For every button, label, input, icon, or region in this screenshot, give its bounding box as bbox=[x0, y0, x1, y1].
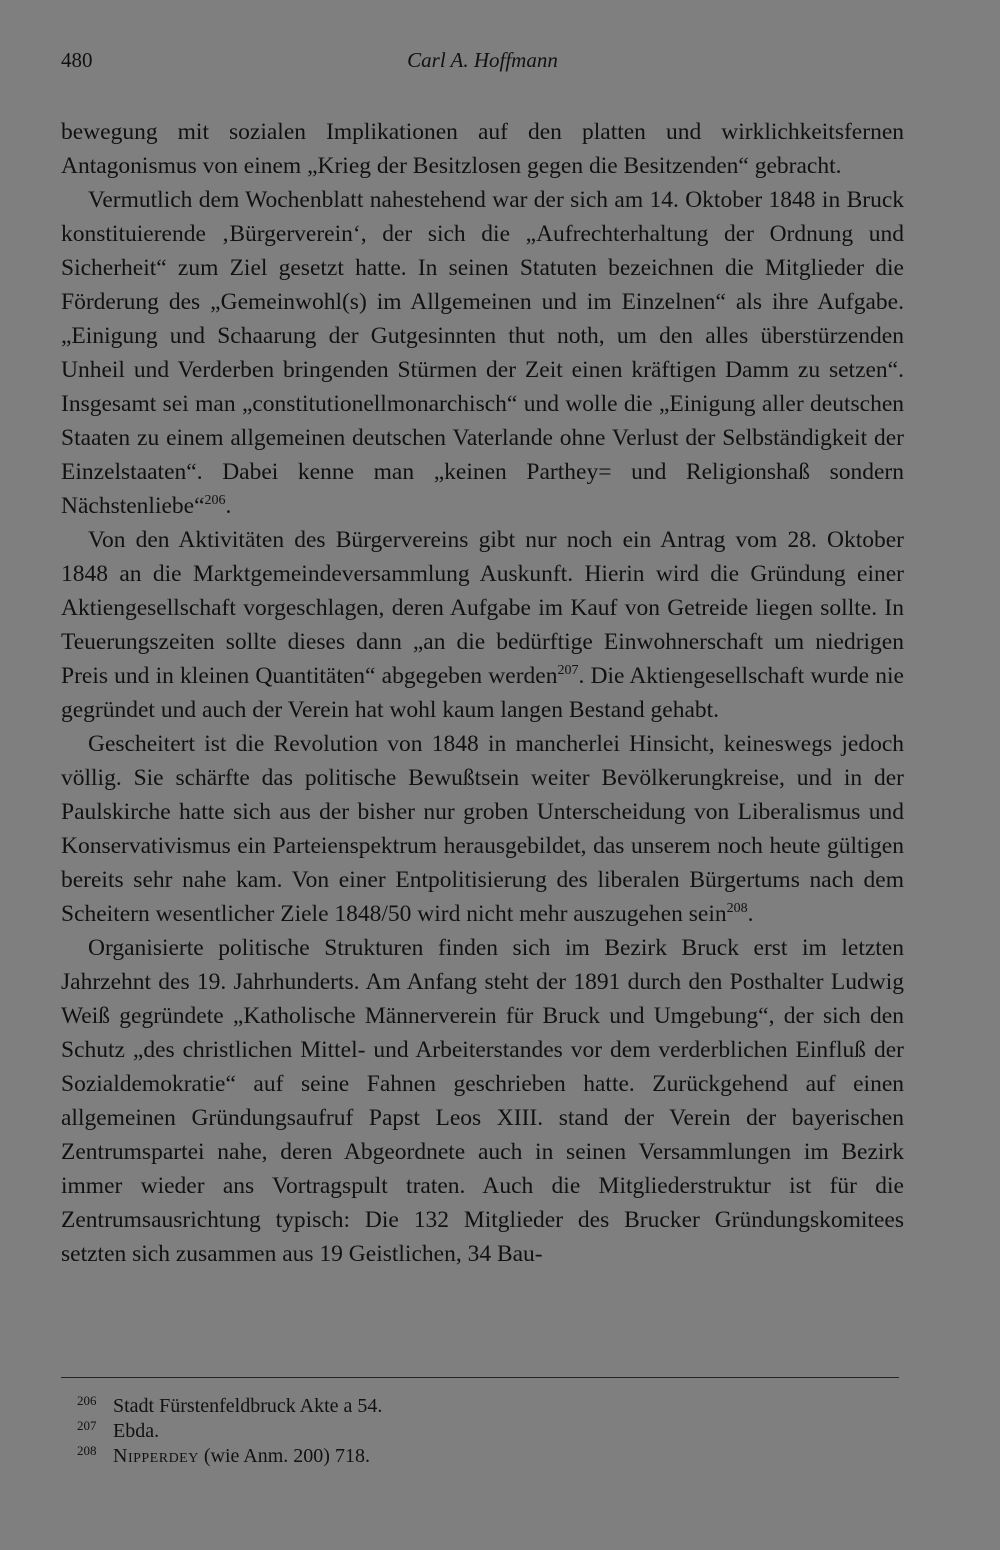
paragraph bbox=[61, 115, 904, 183]
paragraph-text: . Die Aktiengesellschaft wurde nie gegründet und auch der Verein hat wohl kaum langen Bestand gehabt. bbox=[61, 663, 904, 723]
page-header bbox=[61, 42, 904, 78]
footnote-reference[interactable]: 208 bbox=[726, 901, 748, 916]
paragraph-text: Von den Aktivitäten des Bürgervereins gibt nur noch ein Antrag vom 28. Oktober 1848 an die Marktgemeindeversammlung Auskunft. Hierin wird die Gründung einer Aktiengesellschaft vorgeschlagen, deren Aufgabe im Kauf von Getreide liegen sollte. In Teuerungszeiten sollte dieses dann „an die bedürftige Einwohnerschaft um niedrigen Preis und in kleinen Quantitäten“ abgegeben werden bbox=[61, 527, 904, 689]
paragraph bbox=[61, 931, 904, 1271]
footnote-text: Ebda. bbox=[113, 1420, 160, 1442]
footnote-reference[interactable]: 207 bbox=[557, 663, 579, 678]
paragraph bbox=[61, 183, 904, 523]
page-number: 480 bbox=[61, 48, 93, 72]
paragraph-text: Organisierte politische Strukturen finden sich im Bezirk Bruck erst im letzten Jahrzehnt des 19. Jahrhunderts. Am Anfang steht der 1891 durch den Posthalter Ludwig Weiß gegründete „Katholische Männerverein für Bruck und Umgebung“, der sich den Schutz „des christlichen Mittel- und Arbeiterstandes vor dem verderblichen Einfluß der Sozialdemokratie“ auf seine Fahnen geschrieben hatte. Zurückgehend auf einen allgemeinen Gründungsaufruf Papst Leos XIII. stand der Verein der bayerischen Zentrumspartei nahe, deren Abgeordnete auch in seinen Versammlungen im Bezirk immer wieder ans Vortragspult traten. Auch die Mitgliederstruktur ist für die Zentrumsausrichtung typisch: Die 132 Mitglieder des Brucker Gründungskomitees setzten sich zusammen aus 19 Geistlichen, 34 Bau- bbox=[61, 935, 904, 1267]
paragraph-text: . bbox=[747, 901, 754, 927]
paragraph-text: . bbox=[225, 493, 232, 519]
footnote: 206 Stadt Fürstenfeldbruck Akte a 54. bbox=[77, 1393, 383, 1417]
book-page bbox=[61, 42, 904, 1512]
paragraph-text: Gescheitert ist die Revolution von 1848 in mancherlei Hinsicht, keineswegs jedoch völlig. Sie schärfte das politische Bewußtsein weiter Bevölkerungkreise, und in der Paulskirche hatte sich aus der bisher nur groben Unterscheidung von Liberalismus und Konservativismus ein Parteienspektrum herausgebildet, das unserem noch heute gültigen bereits sehr nahe kam. Von einer Entpolitisierung des liberalen Bürgertums nach dem Scheitern wesentlicher Ziele 1848/50 wird nicht mehr auszugehen sein bbox=[61, 731, 904, 927]
footnote: 207 Ebda. bbox=[77, 1418, 160, 1442]
paragraph-text: bewegung mit sozialen Implikationen auf den platten und wirklichkeitsfernen Antagonismus von einem „Krieg der Besitzlosen gegen die Besitzenden“ gebracht. bbox=[61, 119, 904, 179]
footnote: 208 Nipperdey (wie Anm. 200) 718. bbox=[77, 1443, 370, 1467]
paragraph bbox=[61, 727, 904, 931]
footnote-divider bbox=[61, 1377, 899, 1378]
paragraph-text: Vermutlich dem Wochenblatt nahestehend war der sich am 14. Oktober 1848 in Bruck konstituierende ‚Bürgerverein‘, der sich die „Aufrechterhaltung der Ordnung und Sicherheit“ zum Ziel gesetzt hatte. In seinen Statuten bezeichnen die Mitglieder die Förderung des „Gemeinwohl(s) im Allgemeinen und im Einzelnen“ als ihre Aufgabe. „Einigung und Schaarung der Gutgesinnten thut noth, um den alles überstürzenden Unheil und Verderben bringenden Stürmen der Zeit einen kräftigen Damm zu setzen“. Insgesamt sei man „constitutionellmonarchisch“ und wolle die „Einigung aller deutschen Staaten zu einem allgemeinen deutschen Vaterlande ohne Verlust der Selbständigkeit der Einzelstaaten“. Dabei kenne man „keinen Parthey= und Religionshaß sondern Nächstenliebe“ bbox=[61, 187, 904, 519]
footnote-text: (wie Anm. 200) 718. bbox=[198, 1445, 370, 1467]
footnotes bbox=[77, 1394, 382, 1469]
footnote-reference[interactable]: 206 bbox=[204, 493, 226, 508]
body-text bbox=[61, 115, 904, 1271]
footnote-text: Stadt Fürstenfeldbruck Akte a 54. bbox=[113, 1395, 383, 1417]
paragraph bbox=[61, 523, 904, 727]
footnote-author: Nipperdey bbox=[113, 1445, 199, 1467]
running-title: Carl A. Hoffmann bbox=[407, 48, 558, 72]
